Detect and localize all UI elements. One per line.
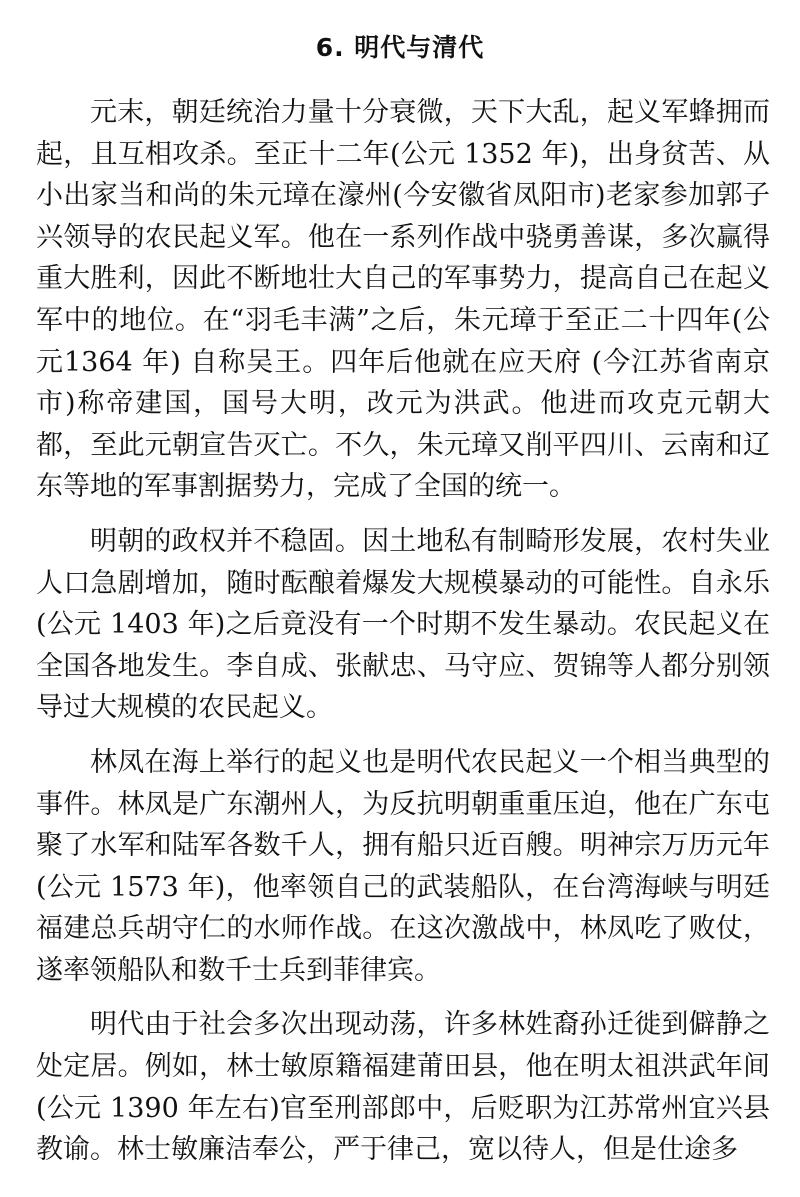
paragraph-lin-migration: 明代由于社会多次出现动荡，许多林姓裔孙迁徙到僻静之处定居。例如，林士敏原籍福建莆田县，他在明太祖洪武年间(公元 1390 年左右)官至刑部郎中，后贬职为江苏常州宜兴县教谕。林士敏廉洁奉公，严于律己，宽以待人，但是仕途多 — [36, 1009, 770, 1166]
paragraph-yuan-end-ming-founding: 元末，朝廷统治力量十分衰微，天下大乱，起义军蜂拥而起，且互相攻杀。至正十二年(公元 1352 年)，出身贫苦、从小出家当和尚的朱元璋在濠州(今安徽省凤阳市)老家参加郭子兴领导的农民起义军。他在一系列作战中骁勇善谋，多次赢得重大胜利，因此不断地壮大自己的军事势力，提高自己在起义军中的地位。在“羽毛丰满”之后，朱元璋于至正二十四年(公元1364 年) 自称吴王。四年后他就在应天府 (今江苏省南京市)称帝建国，国号大明，改元为洪武。他进而攻克元朝大都，至此元朝宣告灭亡。不久，朱元璋又削平四川、云南和辽东等地的军事割据势力，完成了全国的统一。 — [36, 97, 770, 503]
section-title: 6. 明代与清代 — [315, 33, 485, 62]
body-text — [36, 92, 770, 1171]
paragraph-ming-instability: 明朝的政权并不稳固。因土地私有制畸形发展，农村失业人口急剧增加，随时酝酿着爆发大规模暴动的可能性。自永乐(公元 1403 年)之后竟没有一个时期不发生暴动。农民起义在全国各地发生。李自成、张献忠、马守应、贺锦等人都分别领导过大规模的农民起义。 — [36, 525, 770, 724]
paragraph-lin-feng-uprising: 林凤在海上举行的起义也是明代农民起义一个相当典型的事件。林凤是广东潮州人，为反抗明朝重重压迫，他在广东屯聚了水军和陆军各数千人，拥有船只近百艘。明神宗万历元年(公元 1573 年)，他率领自己的武装船队，在台湾海峡与明廷福建总兵胡守仁的水师作战。在这次激战中，林凤吃了败仗，遂率领船队和数千士兵到菲律宾。 — [36, 746, 770, 986]
